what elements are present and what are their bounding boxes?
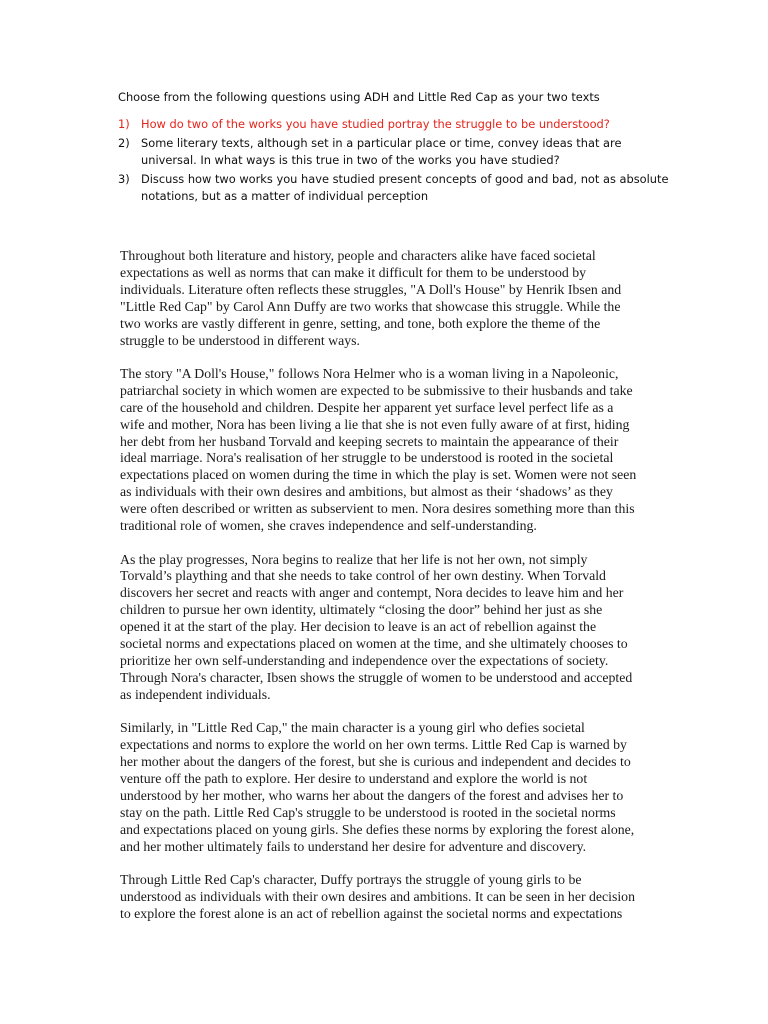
paragraph-line: and expectations placed on young girls. She defies these norms by exploring the forest alone, — [120, 821, 635, 837]
paragraph-line: as individuals with their own desires and ambitions, but almost as their ‘shadows’ as they — [120, 484, 613, 500]
question-line: Some literary texts, although set in a particular place or time, convey ideas that are — [141, 136, 622, 150]
question-number: 2) — [118, 136, 130, 150]
paragraph-line: understood as individuals with their own desires and ambitions. It can be seen in her decision — [120, 888, 635, 904]
paragraph-line: were often described or written as subservient to men. Nora desires something more than this — [120, 501, 635, 517]
question-text — [141, 116, 678, 133]
paragraph-line: two works are vastly different in genre, setting, and tone, both explore the theme of the — [120, 315, 601, 331]
question-item — [118, 116, 678, 133]
paragraph-line: children to pursue her own identity, ultimately “closing the door” behind her just as she — [120, 602, 603, 618]
question-text — [141, 135, 678, 169]
paragraph-line: individuals. Literature often reflects these struggles, "A Doll's House" by Henrik Ibsen and — [120, 281, 622, 297]
instruction-text: Choose from the following questions using ADH and Little Red Cap as your two texts — [118, 90, 600, 104]
paragraph-line: opened it at the start of the play. Her decision to leave is an act of rebellion against the — [120, 619, 597, 635]
question-text — [141, 171, 678, 205]
paragraph-line: care of the household and children. Despite her apparent yet surface level perfect life as a — [120, 399, 614, 415]
paragraph-line: societal norms and expectations placed on women at the time, and she ultimately chooses to — [120, 636, 628, 652]
essay-paragraph — [120, 872, 676, 923]
question-number: 1) — [118, 117, 130, 131]
paragraph-line: her mother about the dangers of the forest, but she is curious and independent and decides to — [120, 753, 631, 769]
question-line: universal. In what ways is this true in two of the works you have studied? — [141, 153, 560, 167]
paragraph-line: Through Little Red Cap's character, Duffy portrays the struggle of young girls to be — [120, 871, 582, 887]
paragraph-line: traditional role of women, she craves independence and self-understanding. — [120, 518, 537, 534]
paragraph-line: expectations as well as norms that can make it difficult for them to be understood by — [120, 264, 587, 280]
paragraph-line: venture off the path to explore. Her desire to understand and explore the world is not — [120, 770, 588, 786]
paragraph-line: expectations and norms to explore the world on her own terms. Little Red Cap is warned by — [120, 737, 627, 753]
paragraph-line: as independent individuals. — [120, 686, 271, 702]
paragraph-line: ideal marriage. Nora's realisation of her struggle to be understood is rooted in the societal — [120, 450, 614, 466]
question-list — [118, 116, 678, 205]
paragraph-line: expectations placed on women during the time in which the play is set. Women were not seen — [120, 467, 637, 483]
question-line: Discuss how two works you have studied present concepts of good and bad, not as absolute — [141, 172, 669, 186]
paragraph-line: wife and mother, Nora has been living a lie that she is not even fully aware of at first, hiding — [120, 416, 630, 432]
paragraph-line: patriarchal society in which women are expected to be submissive to their husbands and take — [120, 382, 633, 398]
question-item — [118, 135, 678, 169]
essay-paragraph — [120, 720, 676, 855]
paragraph-line: Torvald’s plaything and that she needs to take control of her own destiny. When Torvald — [120, 568, 606, 584]
paragraph-line: As the play progresses, Nora begins to realize that her life is not her own, not simply — [120, 551, 588, 567]
paragraph-line: understood by her mother, who warns her about the dangers of the forest and advises her to — [120, 787, 624, 803]
paragraph-line: and her mother ultimately fails to understand her desire for adventure and discovery. — [120, 838, 587, 854]
question-line: How do two of the works you have studied portray the struggle to be understood? — [141, 117, 610, 131]
question-item — [118, 171, 678, 205]
essay-paragraph — [120, 248, 676, 349]
essay-body — [120, 248, 676, 939]
paragraph-line: Similarly, in "Little Red Cap," the main character is a young girl who defies societal — [120, 720, 585, 736]
question-header — [118, 89, 678, 207]
question-line: notations, but as a matter of individual perception — [141, 189, 429, 203]
paragraph-line: The story "A Doll's House," follows Nora Helmer who is a woman living in a Napoleonic, — [120, 365, 619, 381]
paragraph-line: her debt from her husband Torvald and keeping secrets to maintain the appearance of their — [120, 433, 619, 449]
essay-paragraph — [120, 366, 676, 535]
essay-paragraph — [120, 552, 676, 704]
paragraph-line: stay on the path. Little Red Cap's struggle to be understood is rooted in the societal norms — [120, 804, 616, 820]
paragraph-line: to explore the forest alone is an act of rebellion against the societal norms and expectations — [120, 905, 623, 921]
paragraph-line: Through Nora's character, Ibsen shows the struggle of women to be understood and accepted — [120, 669, 633, 685]
paragraph-line: discovers her secret and reacts with anger and contempt, Nora decides to leave him and her — [120, 585, 624, 601]
paragraph-line: struggle to be understood in different ways. — [120, 332, 360, 348]
paragraph-line: Throughout both literature and history, people and characters alike have faced societal — [120, 248, 596, 263]
paragraph-line: prioritize her own self-understanding and independence over the expectations of society. — [120, 652, 609, 668]
question-number: 3) — [118, 172, 130, 186]
paragraph-line: "Little Red Cap" by Carol Ann Duffy are two works that showcase this struggle. While the — [120, 298, 621, 314]
